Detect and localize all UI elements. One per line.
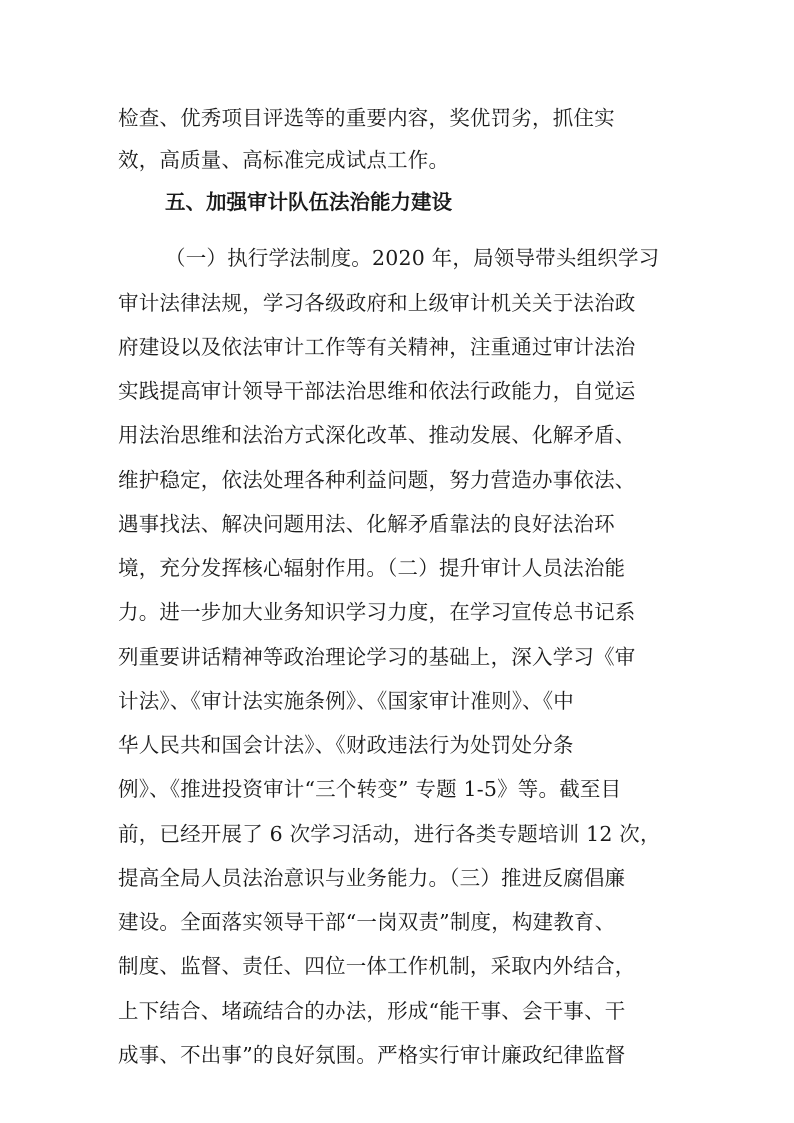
text-line-11: 力。进一步加大业务知识学习力度，在学习宣传总书记系 [118, 600, 636, 624]
text-line-7: 用法治思维和法治方式深化改革、推动发展、化解矛盾、 [118, 423, 636, 447]
text-line-16: 前，已经开展了 6 次学习活动，进行各类专题培训 12 次， [118, 822, 661, 846]
text-line-15: 例》、《推进投资审计“三个转变” 专题 1-5》等。截至目 [118, 777, 622, 801]
text-line-6: 实践提高审计领导干部法治思维和依法行政能力，自觉运 [118, 379, 636, 403]
text-line-18: 建设。全面落实领导干部“一岗双责”制度，构建教育、 [118, 910, 616, 934]
text-line-17: 提高全局人员法治意识与业务能力。（三）推进反腐倡廉 [118, 866, 626, 890]
text-line-2: 效，高质量、高标准完成试点工作。 [118, 148, 450, 172]
text-line-14: 华人民共和国会计法》、《财政违法行为处罚处分条 [118, 733, 574, 757]
text-line-20: 上下结合、堵疏结合的办法，形成“能干事、会干事、干 [118, 999, 626, 1023]
text-line-3: （一）执行学法制度。2020 年，局领导带头组织学习 [165, 246, 660, 270]
text-line-1: 检查、优秀项目评选等的重要内容，奖优罚劣，抓住实 [118, 106, 615, 130]
text-line-13: 计法》、《审计法实施条例》、《国家审计准则》、《中 [118, 689, 574, 713]
text-line-4: 审计法律法规，学习各级政府和上级审计机关关于法治政 [118, 291, 636, 315]
text-line-5: 府建设以及依法审计工作等有关精神，注重通过审计法治 [118, 335, 636, 359]
text-line-21: 成事、不出事”的良好氛围。严格实行审计廉政纪律监督 [118, 1043, 626, 1067]
text-line-12: 列重要讲话精神等政治理论学习的基础上，深入学习《审 [118, 645, 636, 669]
text-line-9: 遇事找法、解决问题用法、化解矛盾靠法的良好法治环 [118, 512, 615, 536]
text-line-8: 维护稳定，依法处理各种利益问题，努力营造办事依法、 [118, 468, 636, 492]
section-heading: 五、加强审计队伍法治能力建设 [165, 190, 452, 214]
text-line-19: 制度、监督、责任、四位一体工作机制，采取内外结合， [118, 954, 636, 978]
text-line-10: 境，充分发挥核心辐射作用。（二）提升审计人员法治能 [118, 556, 626, 580]
